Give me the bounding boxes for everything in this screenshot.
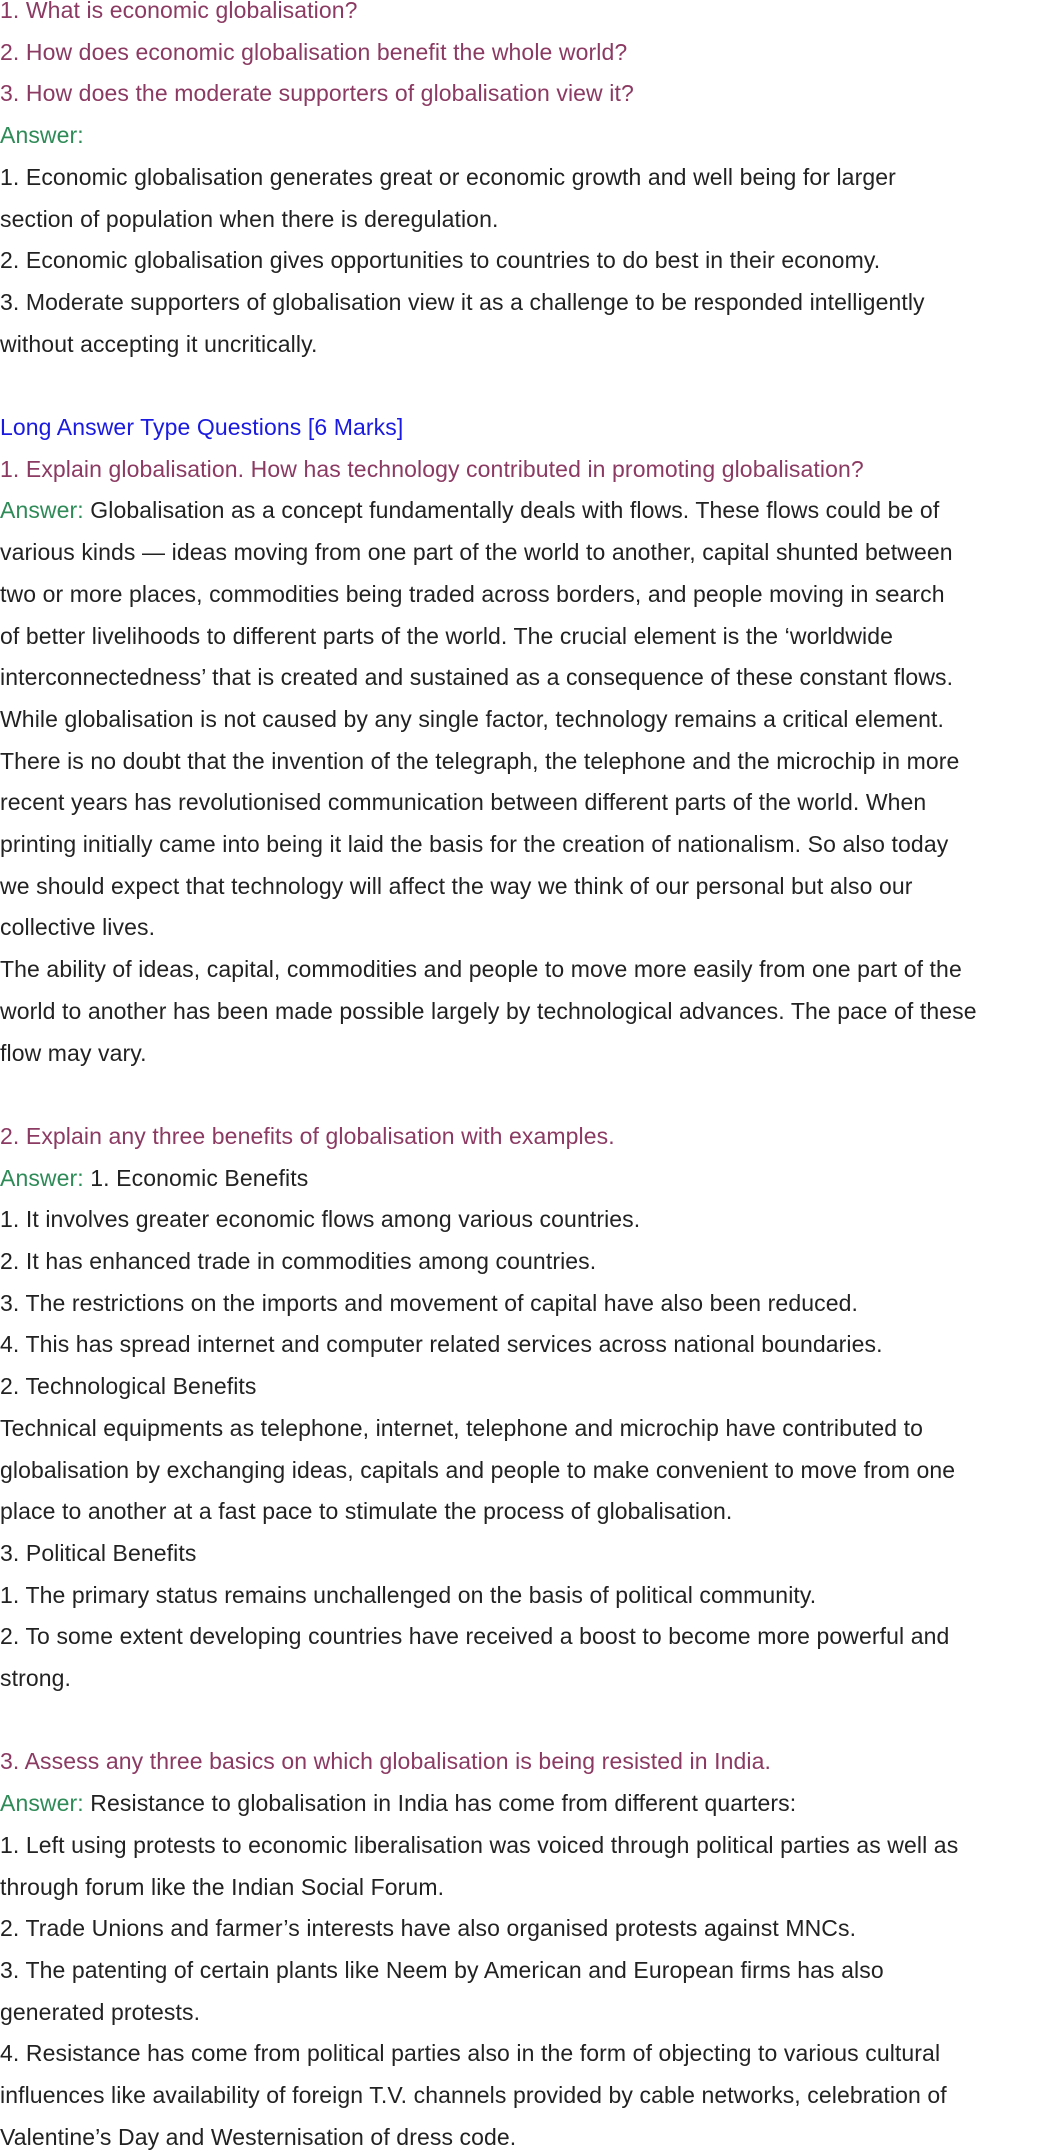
- body-text-line: flow may vary.: [0, 1039, 147, 1066]
- body-text-line: 1. Left using protests to economic liberalisation was voiced through political parties as well as: [0, 1831, 959, 1858]
- body-text-line: Technical equipments as telephone, internet, telephone and microchip have contributed to: [0, 1414, 924, 1441]
- body-text-line: 2. Economic globalisation gives opportunities to countries to do best in their economy.: [0, 247, 881, 274]
- answer-label: Answer:: [0, 122, 84, 149]
- answer-text: 1. Economic Benefits: [83, 1164, 309, 1191]
- body-text-line: of better livelihoods to different parts of the world. The crucial element is the ‘worldwide: [0, 622, 894, 649]
- body-text-line: various kinds — ideas moving from one part of the world to another, capital shunted between: [0, 539, 953, 566]
- body-text-line: printing initially came into being it laid the basis for the creation of nationalism. So also today: [0, 831, 949, 857]
- body-text-line: 3. The restrictions on the imports and movement of capital have also been reduced.: [0, 1289, 858, 1316]
- answer-text: Resistance to globalisation in India has come from different quarters:: [83, 1790, 797, 1817]
- body-text-line: 2. Trade Unions and farmer’s interests have also organised protests against MNCs.: [0, 1915, 857, 1942]
- body-text-line: The ability of ideas, capital, commodities and people to move more easily from one part of the: [0, 956, 962, 983]
- question-line: 3. Assess any three basics on which globalisation is being resisted in India.: [0, 1748, 771, 1775]
- body-text-line: 2. Technological Benefits: [0, 1373, 257, 1400]
- question-line: 3. How does the moderate supporters of globalisation view it?: [0, 80, 634, 107]
- body-text-line: 4. Resistance has come from political parties also in the form of objecting to various cultural: [0, 2040, 941, 2067]
- answer-label: Answer:: [0, 1164, 84, 1191]
- body-text-line: strong.: [0, 1665, 72, 1691]
- question-line: 2. Explain any three benefits of globalisation with examples.: [0, 1122, 615, 1149]
- body-text-line: There is no doubt that the invention of the telegraph, the telephone and the microchip in more: [0, 747, 960, 774]
- body-text-line: two or more places, commodities being traded across borders, and people moving in search: [0, 580, 945, 607]
- answer-label: Answer:: [0, 497, 84, 524]
- body-text-line: section of population when there is deregulation.: [0, 205, 499, 232]
- body-text-line: generated protests.: [0, 1998, 201, 2025]
- body-text-line: 3. The patenting of certain plants like Neem by American and European firms has also: [0, 1956, 884, 1983]
- body-text-line: without accepting it uncritically.: [0, 330, 318, 357]
- body-text-line: 1. It involves greater economic flows among various countries.: [0, 1206, 641, 1233]
- body-text-line: 3. Moderate supporters of globalisation view it as a challenge to be responded intelligently: [0, 288, 925, 315]
- body-text-line: world to another has been made possible largely by technological advances. The pace of these: [0, 997, 977, 1024]
- body-text-line: we should expect that technology will affect the way we think of our personal but also our: [0, 872, 913, 899]
- body-text-line: influences like availability of foreign T.V. channels provided by cable networks, celebration of: [0, 2082, 947, 2108]
- body-text-line: While globalisation is not caused by any single factor, technology remains a critical element.: [0, 705, 944, 732]
- body-text-line: 4. This has spread internet and computer related services across national boundaries.: [0, 1331, 883, 1358]
- question-line: 2. How does economic globalisation benefit the whole world?: [0, 38, 628, 65]
- answer-line: [0, 1164, 308, 1192]
- section-heading: Long Answer Type Questions [6 Marks]: [0, 414, 404, 440]
- body-text-line: 1. The primary status remains unchallenged on the basis of political community.: [0, 1581, 817, 1608]
- body-text-line: 3. Political Benefits: [0, 1539, 197, 1566]
- body-text-line: Valentine’s Day and Westernisation of dress code.: [0, 2123, 517, 2150]
- question-line: 1. What is economic globalisation?: [0, 0, 358, 23]
- body-text-line: 2. It has enhanced trade in commodities among countries.: [0, 1248, 597, 1274]
- answer-line: [0, 496, 939, 524]
- body-text-line: through forum like the Indian Social Forum.: [0, 1873, 445, 1900]
- body-text-line: recent years has revolutionised communication between different parts of the world. When: [0, 789, 927, 816]
- body-text-line: collective lives.: [0, 914, 156, 941]
- answer-text: Globalisation as a concept fundamentally deals with flows. These flows could be of: [83, 497, 940, 524]
- answer-line: [0, 1789, 796, 1817]
- body-text-line: 1. Economic globalisation generates great or economic growth and well being for larger: [0, 163, 896, 190]
- body-text-line: interconnectedness’ that is created and sustained as a consequence of these constant flows.: [0, 664, 954, 691]
- body-text-line: place to another at a fast pace to stimulate the process of globalisation.: [0, 1498, 733, 1525]
- body-text-line: 2. To some extent developing countries have received a boost to become more powerful and: [0, 1623, 950, 1650]
- answer-label: Answer:: [0, 1790, 84, 1817]
- body-text-line: globalisation by exchanging ideas, capitals and people to make convenient to move from one: [0, 1456, 956, 1483]
- question-line: 1. Explain globalisation. How has technology contributed in promoting globalisation?: [0, 455, 864, 482]
